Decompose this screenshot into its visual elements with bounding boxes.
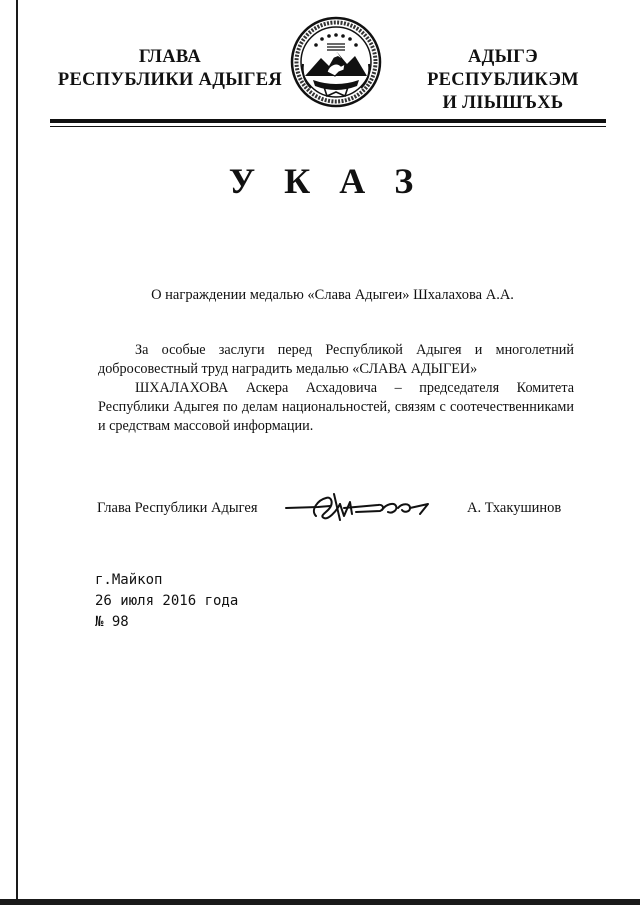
letterhead-right bbox=[393, 46, 613, 115]
coat-of-arms-icon bbox=[283, 14, 389, 110]
letterhead-rule-thick bbox=[50, 119, 606, 123]
letterhead-left-line2: РЕСПУБЛИКИ АДЫГЕЯ bbox=[57, 70, 283, 90]
signatory-name: А. Тхакушинов bbox=[467, 500, 562, 516]
letterhead-right-line1: АДЫГЭ РЕСПУБЛИКЭМ bbox=[427, 47, 579, 90]
document-title: У К А З bbox=[228, 161, 424, 201]
issue-place: г.Майкоп bbox=[95, 572, 163, 588]
letterhead-right-line2: И ЛІЫШЪХЬ bbox=[442, 93, 564, 113]
issue-number: № 98 bbox=[95, 614, 129, 630]
letterhead-left-line1: ГЛАВА bbox=[138, 47, 202, 67]
document-body bbox=[98, 341, 574, 436]
body-paragraph: За особые заслуги перед Республикой Адыгея и многолетний добросовестный труд наградить медалью «СЛАВА АДЫГЕИ» bbox=[98, 342, 574, 377]
letterhead-left bbox=[50, 46, 290, 92]
handwritten-signature bbox=[282, 486, 434, 526]
scan-edge-left bbox=[16, 0, 18, 905]
issue-date: 26 июля 2016 года bbox=[95, 593, 239, 609]
scan-edge-bottom bbox=[0, 899, 640, 905]
issue-block bbox=[95, 570, 238, 633]
body-paragraph: ШХАЛАХОВА Аскера Асхадовича – председателя Комитета Республики Адыгея по делам национальностей, связям с соотечественниками и средствам массовой информации. bbox=[98, 380, 574, 434]
document-subject: О награждении медалью «Слава Адыгеи» Шхалахова А.А. bbox=[151, 287, 514, 303]
letterhead-rule-thin bbox=[50, 126, 606, 127]
signatory-role: Глава Республики Адыгея bbox=[97, 500, 258, 516]
